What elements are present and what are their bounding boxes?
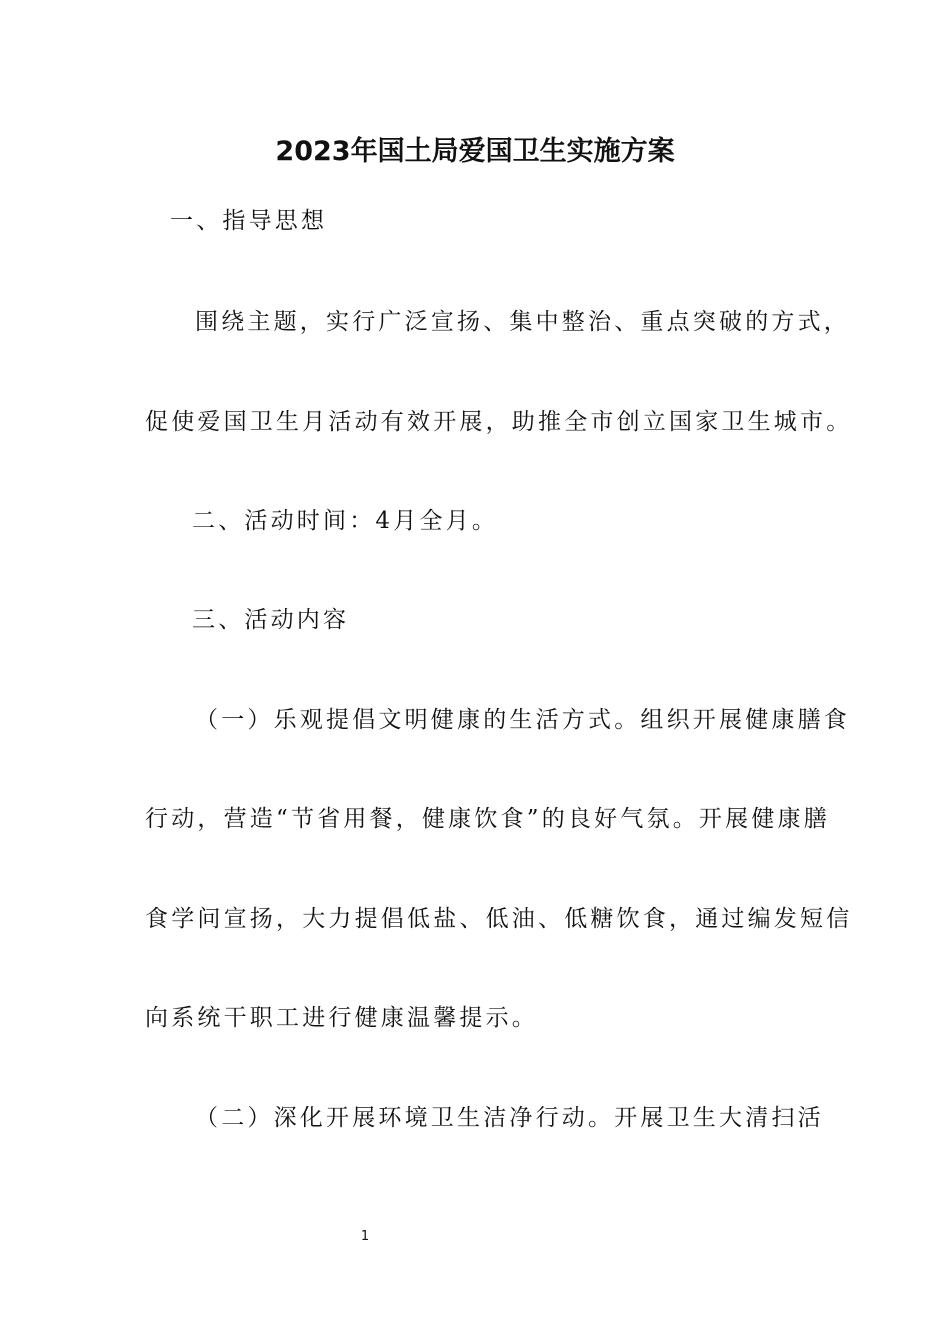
paragraph-line: 食学问宣扬，大力提倡低盐、低油、低糖饮食，通过编发短信 [145, 906, 853, 932]
paragraph-line: 行动，营造“节省用餐，健康饮食”的良好气氛。开展健康膳 [145, 806, 830, 832]
section-heading-activity-content: 三、活动内容 [192, 607, 350, 633]
paragraph-line: 向系统干职工进行健康温馨提示。 [145, 1005, 538, 1031]
document-title: 2023年国土局爱国卫生实施方案 [275, 136, 675, 167]
section-heading-activity-time: 二、活动时间：4月全月。 [192, 508, 499, 534]
paragraph-line: 促使爱国卫生月活动有效开展，助推全市创立国家卫生城市。 [145, 409, 853, 435]
paragraph-line: （一）乐观提倡文明健康的生活方式。组织开展健康膳食 [195, 707, 850, 733]
paragraph-line: （二）深化开展环境卫生洁净行动。开展卫生大清扫活 [195, 1105, 824, 1131]
page-number: 1 [360, 1229, 370, 1244]
paragraph-line: 围绕主题，实行广泛宣扬、集中整治、重点突破的方式， [195, 309, 850, 335]
section-heading-guiding-ideology: 一、指导思想 [170, 208, 328, 234]
